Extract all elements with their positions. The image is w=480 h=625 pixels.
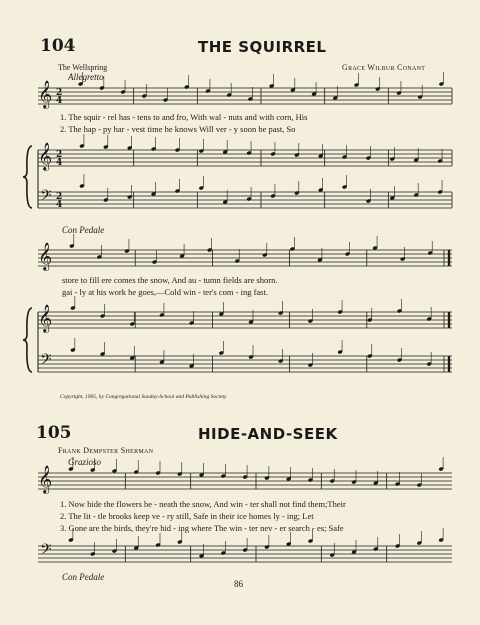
- treble-clef-icon: 𝄞: [38, 304, 53, 332]
- hymn-number: 104: [40, 36, 76, 56]
- hymn-number: 105: [36, 423, 72, 443]
- page-number: 86: [234, 579, 243, 589]
- tempo-marking: Grazioso: [68, 457, 102, 467]
- pedal-marking: Con Pedale: [62, 225, 105, 235]
- treble-clef-icon: 𝄞: [38, 142, 53, 170]
- tempo-marking: Allegretto: [68, 72, 104, 82]
- tune-name: The Wellspring: [58, 63, 108, 72]
- pedal-marking: Con Pedale: [62, 572, 105, 582]
- time-signature-digit: 2: [56, 192, 63, 202]
- author-name: Frank Dempster Sherman: [58, 446, 154, 455]
- time-signature-digit: 4: [56, 96, 63, 106]
- time-signature-digit: 2: [56, 150, 63, 160]
- hymn-title: THE SQUIRREL: [198, 38, 327, 56]
- bass-clef-icon: 𝄢: [40, 187, 52, 208]
- lyric-line: store to fill ere comes the snow, And au - tumn fields are shorn.: [62, 275, 278, 285]
- time-signature-digit: 4: [56, 158, 63, 168]
- lyric-line: 2. The lit - tle brooks keep ve - ry still, Safe in their ice homes ly - ing; Let: [60, 511, 314, 521]
- bass-clef-icon: 𝄢: [40, 351, 52, 372]
- lyric-line: gai - ly at his work he goes,—Cold win - ter's com - ing fast.: [62, 287, 268, 297]
- treble-clef-icon: 𝄞: [38, 80, 53, 108]
- time-signature-digit: 4: [56, 200, 63, 210]
- hymn-title: HIDE-AND-SEEK: [198, 425, 338, 443]
- author-name: Grace Wilbur Conant: [342, 63, 426, 72]
- bass-clef-icon: 𝄢: [40, 541, 52, 562]
- copyright-notice: Copyright, 1905, by Congregational Sunday-School and Publishing Society: [60, 394, 227, 400]
- treble-clef-icon: 𝄞: [38, 465, 53, 493]
- lyric-line: 3. Gone are the birds, they're hid - ing where The win - ter nev - er search - es; Safe: [60, 523, 344, 533]
- treble-clef-icon: 𝄞: [38, 242, 53, 270]
- lyric-line: 1. The squir - rel has - tens to and fro, With wal - nuts and with corn, His: [60, 112, 308, 122]
- brace: [23, 146, 32, 208]
- lyric-line: 2. The hap - py har - vest time he knows Will ver - y soon be past, So: [60, 124, 296, 134]
- brace: [23, 308, 32, 372]
- time-signature-digit: 2: [56, 88, 63, 98]
- lyric-line: 1. Now hide the flowers be - neath the snow, And win - ter shall not find them;Their: [60, 499, 346, 509]
